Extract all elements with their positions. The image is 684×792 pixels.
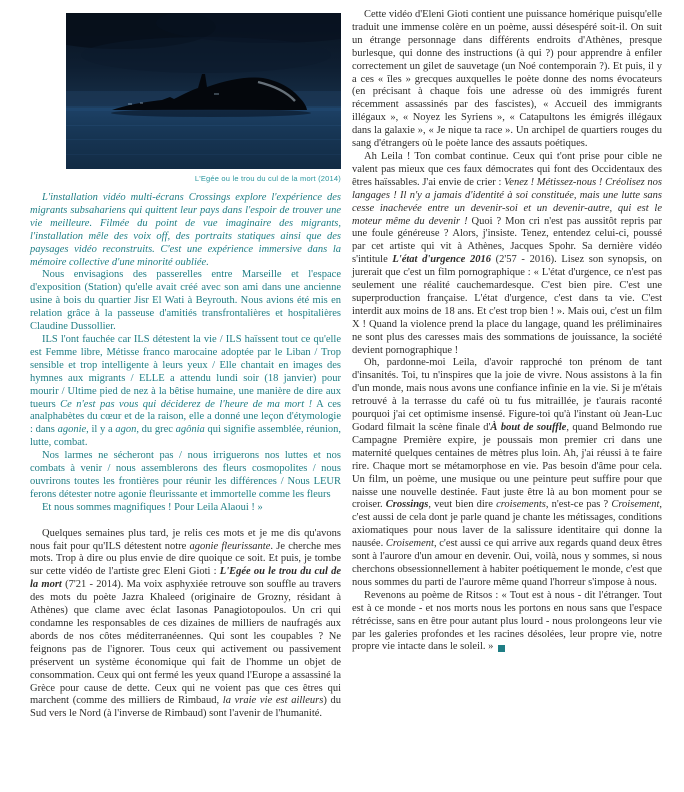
text-segment: Crossings — [385, 499, 429, 511]
wave — [66, 139, 341, 140]
left-column — [30, 13, 341, 721]
text-segment: , c'est aussi de cela dont je parle quand je chante les métissages, conditions axiomatiques pour nous laver de la salissure identitaire qui donne la nausée. — [352, 499, 663, 550]
end-mark: M — [498, 645, 505, 652]
text-segment: Quelques semaines plus tard, je relis ces mots et je me dis qu'avons nous fait pour qu'ILS détestent notre — [30, 527, 341, 552]
text-segment: , du grec — [136, 424, 176, 436]
text-segment: , il y a — [86, 424, 116, 436]
quote-block — [30, 192, 341, 515]
text-segment: Croisement — [611, 499, 660, 511]
text-segment: agon — [115, 424, 137, 436]
text-segment: Nos larmes ne sécheront pas / nous irriguerons nos luttes et nos combats à venir / nous assemblerons des fleurs cosmopolites / nous ouvrirons toutes les frontières pour réunir les différences / Nous LEUR ferons détester notre agonie fleurissante et immortelle comme les fleurs — [30, 450, 341, 500]
article-figure — [66, 13, 341, 183]
paragraph — [30, 334, 341, 450]
text-segment: Quoi ? Mon cri n'est pas aussitôt repris par une foule généreuse ? Alors, j'insiste. Tenez, entendez celui-ci, poussé par cet artiste qui vit à Athènes, Jacques Spohr. Sa dernière vidéo s'intitule — [352, 215, 662, 266]
left-body-block — [30, 528, 341, 722]
seascape-photo — [66, 13, 341, 169]
paragraph — [30, 502, 341, 515]
text-segment: Venez ! Métissez-nous ! Créolisez nos langages ! Il n'y a jamais d'identité à soi constituée, mais une lutte sans cesse inachevée entre un devenir-soi et un devenir-autre, qui est le moteur même du devenir ! — [352, 176, 662, 227]
text-segment: L'Egée ou le trou du cul de la mort — [30, 566, 341, 591]
wave — [66, 154, 341, 155]
text-segment: Oh, pardonne-moi Leila, d'avoir rapproché ton prénom de tant d'insanités. Toi, tu n'inspires que la joie de vivre. Nous assistons à la fin d'un monde, mais nous avons une confiance infinie en la vie. Si je m'étais retrouvé à la terrasse du café où tu fus mitraillée, je t'aurais raconté pourquoi j'ai cet optimisme insensé. Figure-toi qu'à l'instant où Jean-Luc Godard filmait la scène finale d' — [352, 357, 662, 433]
reflection — [111, 109, 311, 117]
text-segment: , n'est-ce pas ? — [545, 499, 612, 511]
text-segment: Ah Leila ! Ton combat continue. Ceux qui t'ont prise pour cible ne valent pas mieux que ces faux démocrates qui font des Occidentaux des êtres haïssables. J'ai envie de crier : — [352, 150, 662, 188]
paragraph — [352, 590, 662, 655]
text-segment: Ce n'est pas vous qui déciderez de l'heure de ma mort ! — [60, 398, 313, 410]
text-segment: Et nous sommes magnifiques ! Pour Leila Alaoui ! » — [42, 501, 263, 513]
text-segment: , quand Belmondo rue Campagne Première expire, je poussais mon premier cri dans une maternité quelques centaines de mètres plus loin. Ah, j'ai réussi à te faire rire. Chaque mort se métamorphose en vie. Pas besoin d'âme pour cela. Un film, un poème, une musique ou une peinture peut suffire pour que naisse une nouvelle destinée. Faut juste être là au bon moment pour se croiser. — [352, 422, 662, 511]
text-segment: qui signifie assemblée, réunion, lutte, combat. — [30, 424, 342, 449]
paragraph — [352, 357, 662, 589]
sea — [66, 108, 341, 169]
text-segment: agônia — [175, 424, 205, 436]
text-segment: la vraie vie est ailleurs — [222, 695, 324, 707]
paragraph — [30, 528, 341, 722]
paragraph — [352, 151, 662, 358]
text-segment: ILS l'ont fauchée car ILS détestent la vie / ILS haïssent tout ce qu'elle est Femme libre, Métisse franco marocaine adoptée par le Liban / Trop sensible et trop intelligente à leurs yeux / Elle chantait en images des hymnes aux migrants / ELLE a attendu lundi soir (18 janvier) pour mourir / Ultime pied de nez à la bêtise humaine, une manière de dire aux tueurs — [30, 333, 341, 410]
text-segment: agonie fleurissante — [189, 540, 271, 552]
paragraph — [30, 269, 341, 334]
text-segment: (7'21 - 2014). Ma voix asphyxiée retrouve son souffle au travers des mots du poète Jazra Khaleed (originaire de Grozny, résidant à Athènes) que clame avec éclat Iasonas Panagiotopoulos. Un cri qui condamne les responsables de ces dizaines de milliers de naufragés aux abords de nos côtes méditerranéennes. Qui sont les coupables ? Ne feignons pas de l'ignorer. Tous ceux qui activement ou passivement préservent un système économique qui fait de l'homme un objet de consommation. Ceux qui ont fermé les yeux quand l'Europe a assassiné la Grèce pour cause de dette. Ceux qui ne voient pas que ces êtres qui marchent (comme des milliers de Rimbaud, — [30, 579, 341, 707]
right-column — [352, 9, 662, 654]
text-segment: , c'est aussi ce qui arrive aux regards quand deux êtres sont à l'aurore d'un amour en devenir. Oui, voilà, nous y sommes, si nous cherchons obsessionnellement à habiter poétiquement le monde, c'est que nous sommes du parti de l'aurore même quand l'horreur s'impose à nous. — [352, 538, 662, 588]
text-segment: L'installation vidéo multi-écrans Crossings explore l'expérience des migrants subsahariens qui quittent leur pays dans l'espoir de trouver une vie meilleure. Filmée du point de vue imaginaire des migrants, l'installation mêle des voix off, des portraits statiques ainsi que des paysages vidéo reconstruits. C'est une expérience immersive dans la mémoire collective d'une minorité oubliée. — [30, 192, 341, 268]
text-segment: Croisement — [385, 538, 434, 550]
text-segment: agonie — [57, 424, 87, 436]
paragraph — [30, 450, 341, 502]
text-segment: Cette vidéo d'Eleni Gioti contient une puissance homérique puisqu'elle traduit une immense colère en un poème, aussi désespéré soit-il. On suit un étrange personnage dans différents endroits d'Athènes, presque burlesque, qui donne des instructions (à qui ?) pour apprendre à enfiler correctement un gilet de sauvetage (un Noé contemporain ?). Et puis, il y a ces « îles » grecques auxquelles le poète donne des noms évocateurs (en précisant à chaque fois une adresse où des immigrés furent récemment assassinés par des fascistes), « Accueil des immigrants illégaux », « Noyez les Syriens », « Catapultons les émigrés illégaux dans la galaxie », « Je nique ta race ». Un archipel de quartiers rouges du sang d'étrangers où le poète lance des assauts poétiques. — [352, 9, 662, 150]
text-segment: (2'57 - 2016). Lisez son synopsis, on jurerait que c'est un film pornographique : « L'état d'urgence, ce n'est pas seulement une réalité cauchemardesque. C'est bien pire. C'est une superproduction française. L'état d'urgence, c'est dans ta vie. C'est interdit aux moins de 18 ans. Et c'est trop bien ! ». Mais oui, c'est un film X ! Quand la violence prend la place du langage, quand les préliminaires ne sont plus des caresses mais des sommations de jouissance, la société devient pornographique ! — [352, 254, 662, 356]
cloud — [81, 37, 331, 73]
text-segment: L'état d'urgence 2016 — [392, 254, 491, 266]
text-segment: Nous envisagions des passerelles entre Marseille et l'espace d'exposition (Station) qu'elle avait créé avec son ami dans une ancienne usine à bois du quartier Jisr El Wati à Beyrouth. Nous avions été mis en relation grâce à la passeuse d'amitiés transfrontalières et hospitalières Claudine Dussollier. — [30, 269, 341, 333]
text-segment: ) du Sud vers le Nord (à l'inverse de Rimbaud) sont l'avenir de l'humanité. — [30, 695, 342, 720]
text-segment: , veut bien dire — [428, 499, 497, 511]
text-segment: À bout de souffle — [490, 422, 567, 433]
paragraph — [352, 9, 662, 151]
text-segment: A ces analphabètes du cœur et de la raison, elle a donné une leçon d'étymologie : dans — [30, 398, 341, 436]
text-segment: . Je cherche mes mots. Trop à dire ou plus envie de dire quoique ce soit. Et puis, je tombe sur cette vidéo de l'artiste grec Eleni Gioti : — [30, 540, 342, 578]
figure-caption: L'Egée ou le trou du cul de la mort (2014) — [194, 174, 341, 183]
paragraph — [30, 192, 341, 269]
text-segment: croisements — [496, 499, 546, 511]
ship-light — [214, 93, 219, 95]
ship-light — [128, 103, 132, 105]
text-segment: Revenons au poème de Ritsos : « Tout est à nous - dit l'étranger. Tout est à ce monde - et nos morts nous les portons en nous sans que l'espace rétrécisse, sans en être pour autant plus lourd - nous prolongeons leur vie par les galeries profondes et les racines désolées, leur propre vie, notre propre vie intacte dans le soleil. » — [352, 589, 662, 653]
wave — [66, 125, 341, 126]
ship-light — [140, 102, 143, 104]
